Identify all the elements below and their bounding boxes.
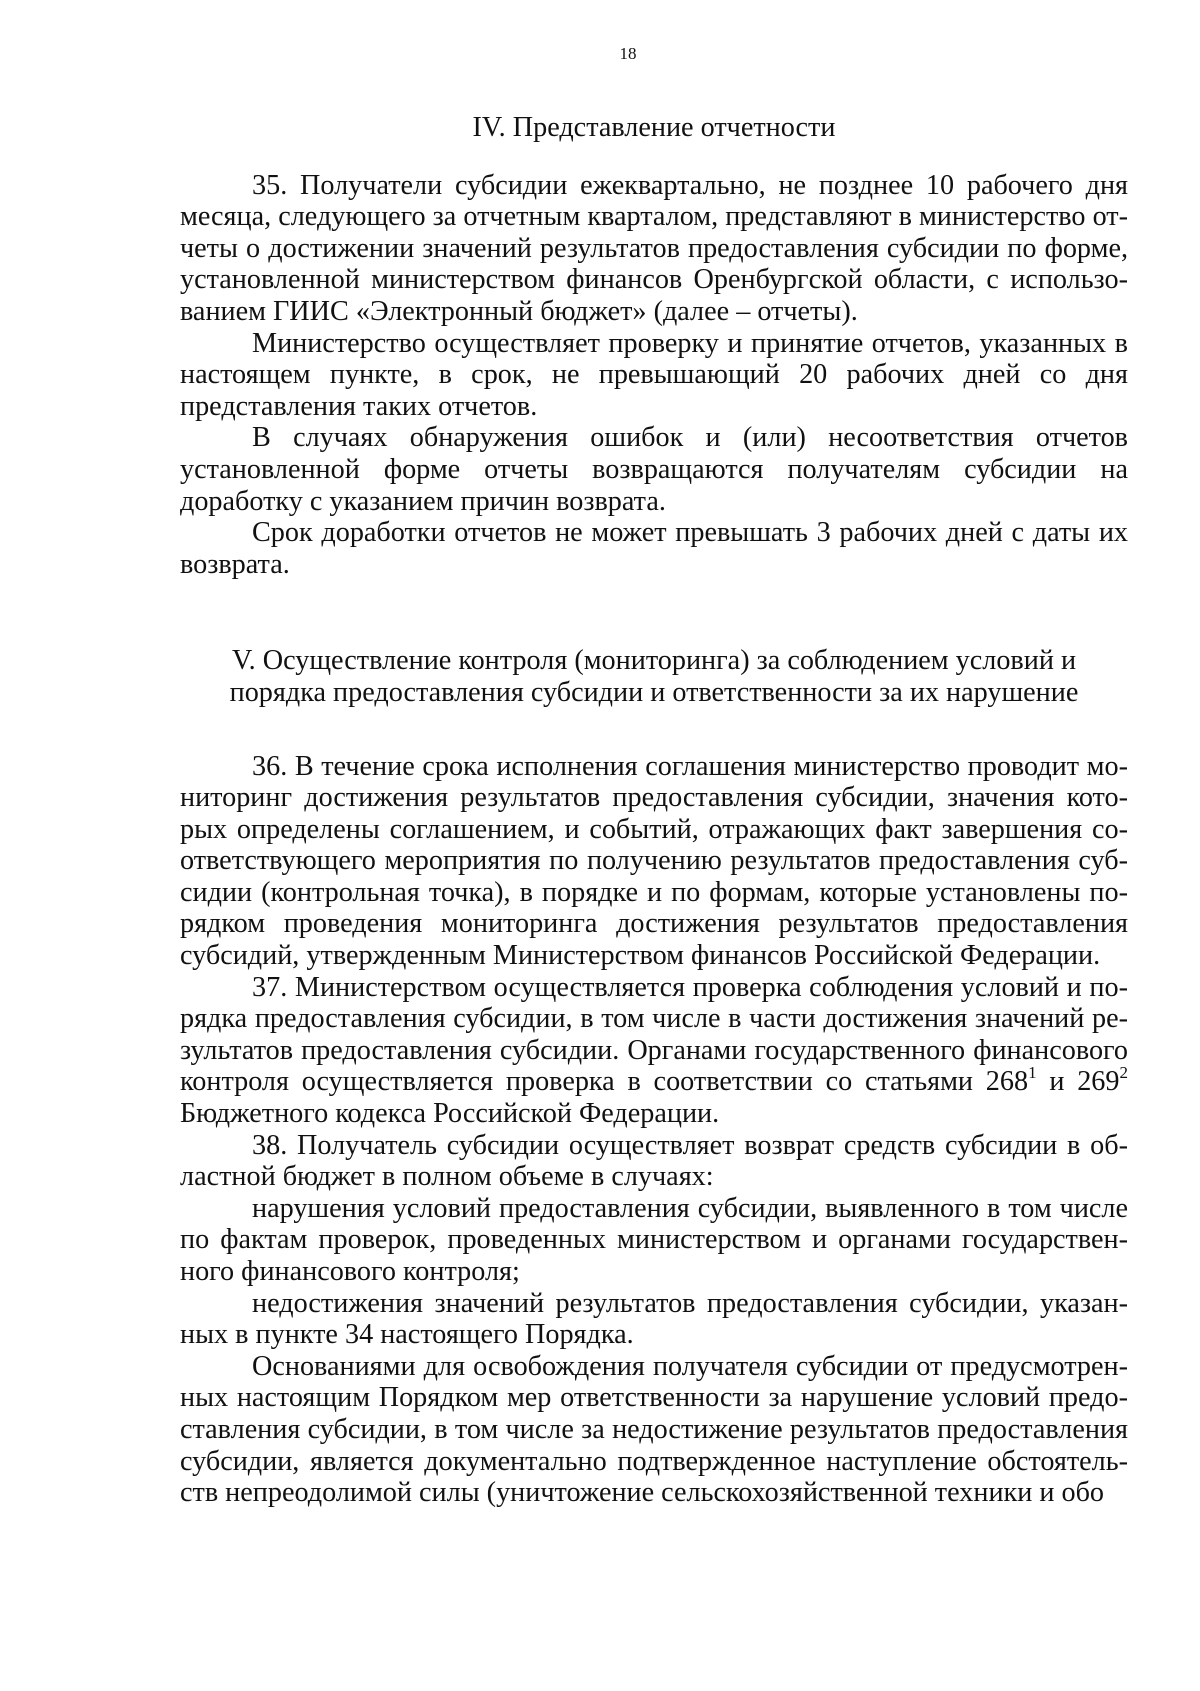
- paragraph-35-deadline: Срок доработки отчетов не может превышать 3 рабочих дней с даты их возврата.: [180, 517, 1128, 580]
- paragraph-38-item-2: недостижения значений результатов предоставления субсидии, указанных в пункте 34 настоящего Порядка.: [180, 1287, 1128, 1351]
- paragraph-35-errors: В случаях обнаружения ошибок и (или) несоответствия отчетов установленной форме отчеты возвращаются получателям субсидии на доработку с указанием причин возврата.: [180, 422, 1128, 517]
- document-body: [180, 112, 1128, 1509]
- article-269-superscript: 2: [1119, 1063, 1128, 1083]
- article-269: 269: [1077, 1066, 1120, 1098]
- conjunction: и: [1036, 1066, 1078, 1098]
- section-5-heading-line-2: порядка предоставления субсидии и ответственности за их нарушение: [229, 676, 1079, 708]
- paragraph-35-check: Министерство осуществляет проверку и принятие отчетов, указанных в настоящем пункте, в срок, не превышающий 20 рабочих дней со дня представления таких отчетов.: [180, 327, 1128, 422]
- section-4-heading: IV. Представление отчетности: [472, 112, 836, 143]
- paragraph-grounds: Основаниями для освобождения получателя субсидии от предусмотренных настоящим Порядком мер ответственности за нарушение условий предоставления субсидии, в том числе за недостижение результатов предоставления субсидии, является документально подтвержденное наступление обстоятельств непреодолимой силы (уничтожение сельскохозяйственной техники и обо: [180, 1350, 1128, 1509]
- paragraph-38-item-1: нарушения условий предоставления субсидии, выявленного в том числе по фактам проверок, проведенных министерством и органами государственного финансового контроля;: [180, 1192, 1128, 1287]
- paragraph-37-end: Бюджетного кодекса Российской Федерации.: [180, 1098, 720, 1130]
- page-number: 18: [619, 44, 637, 63]
- paragraph-35: 35. Получатели субсидии ежеквартально, не позднее 10 рабочего дня месяца, следующего за отчетным кварталом, представляют в министерство отчеты о достижении значений результатов предоставления субсидии по форме, установленной министерством финансов Оренбургской области, с использованием ГИИС «Электронный бюджет» (далее – отчеты).: [180, 169, 1128, 327]
- article-268: 268: [985, 1066, 1029, 1098]
- article-268-superscript: 1: [1028, 1063, 1037, 1083]
- section-5-heading-line-1: V. Осуществление контроля (мониторинга) за соблюдением условий и: [231, 645, 1077, 677]
- paragraph-37: [180, 972, 1128, 1130]
- paragraph-37-text: 37. Министерством осуществляется проверка соблюдения условий и порядка предоставления субсидии, в том числе в части достижения значений результатов предоставления субсидии. Органами государственного финансового контроля осуществляется проверка в соответствии со статьями: [180, 971, 1128, 1098]
- paragraph-36: 36. В течение срока исполнения соглашения министерство проводит мониторинг достижения результатов предоставления субсидии, значения которых определены соглашением, и событий, отражающих факт завершения соответствующего мероприятия по получению результатов предоставления субсидии (контрольная точка), в порядке и по формам, которые установлены порядком проведения мониторинга достижения результатов предоставления субсидий, утвержденным Министерством финансов Российской Федерации.: [180, 750, 1128, 972]
- paragraph-38: 38. Получатель субсидии осуществляет возврат средств субсидии в областной бюджет в полном объеме в случаях:: [180, 1129, 1128, 1193]
- section-5-heading: [180, 645, 1128, 708]
